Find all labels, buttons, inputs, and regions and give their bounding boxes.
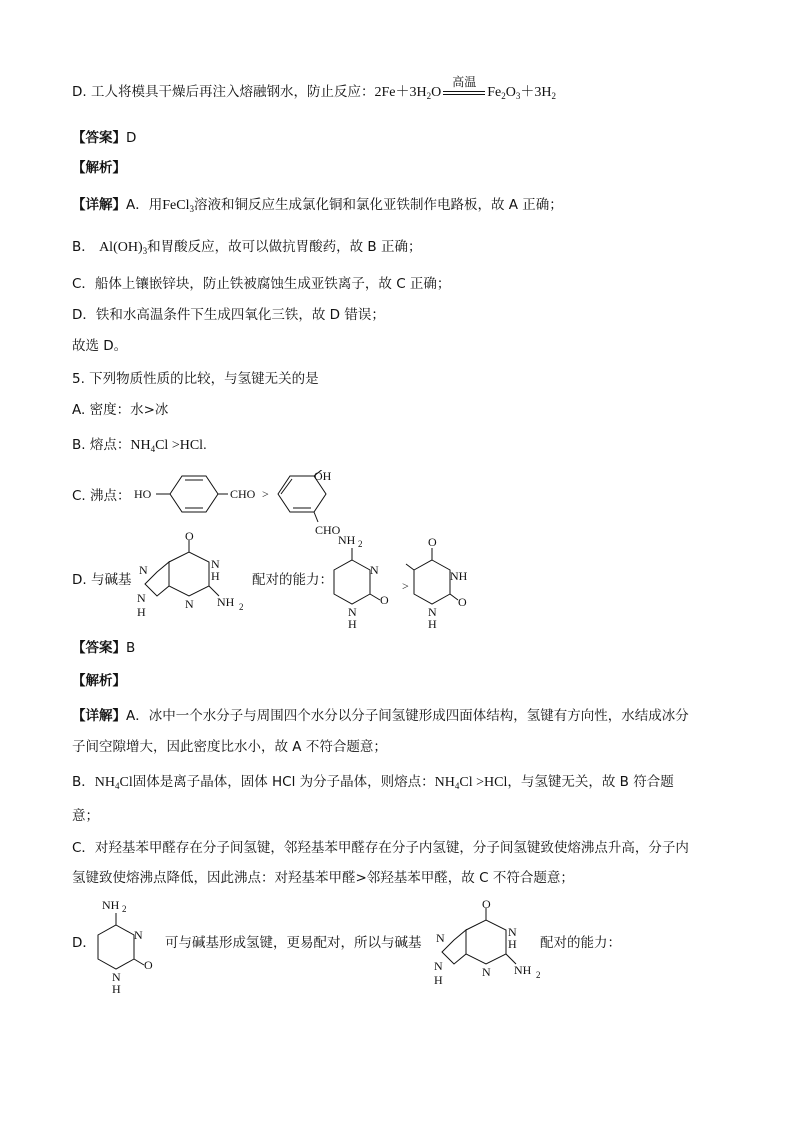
cho-label: CHO [230, 487, 256, 501]
q5-option-d-mid: 配对的能力： [252, 572, 333, 588]
svg-text:H: H [428, 617, 437, 628]
cho-label-ortho: CHO [315, 523, 341, 537]
q5-option-a: A. 密度：水>冰 [72, 402, 169, 418]
svg-text:NH: NH [514, 963, 532, 977]
svg-text:2: 2 [239, 602, 244, 612]
svg-text:H: H [348, 617, 357, 628]
svg-text:N: N [370, 563, 379, 577]
reaction-equation: $2Fe+3H_2O$ 高温 $Fe_2O_3+3H_2$ [374, 74, 556, 101]
svg-text:NH: NH [217, 595, 235, 609]
cytosine-structure-detail [94, 897, 164, 997]
svg-text:>: > [402, 579, 409, 593]
q5-detail-c-line2: 氢键致使熔沸点降低，因此沸点：对羟基苯甲醛>邻羟基苯甲醛，故 C 不符合题意； [72, 870, 574, 886]
svg-text:N: N [482, 965, 491, 979]
svg-text:N: N [348, 605, 357, 619]
q5-option-c-structures [130, 470, 370, 540]
svg-text:2: 2 [122, 904, 127, 914]
high-temp-arrow: 高温 [441, 86, 487, 100]
q5-option-c-label: C. 沸点： [72, 488, 131, 504]
svg-text:O: O [458, 595, 467, 609]
svg-text:N: N [134, 928, 143, 942]
svg-text:H: H [508, 937, 517, 951]
greater-than: > [262, 487, 269, 501]
oh-label: OH [314, 470, 332, 483]
q5-option-d-label: D. 与碱基 [72, 572, 132, 588]
q5-stem: 5. 下列物质性质的比较，与氢键无关的是 [72, 371, 319, 387]
q5-answer: 【答案】B [72, 640, 136, 656]
svg-text:2: 2 [358, 539, 363, 549]
svg-text:NH: NH [338, 533, 356, 547]
q4-detail-a: 【详解】A．用FeCl$_3$溶液和铜反应生成氯化铜和氯化亚铁制作电路板，故 A 正确； [72, 197, 563, 214]
svg-text:N: N [139, 563, 148, 577]
svg-text:2: 2 [536, 970, 541, 980]
q5-detail-a-line1: 【详解】A．冰中一个水分子与周围四个水分以分子间氢键形成四面体结构，氢键有方向性，水结成冰分 [72, 708, 689, 724]
svg-text:N: N [185, 597, 194, 611]
q5-detail-b-line2: 意； [72, 808, 99, 824]
q4-analysis-heading: 【解析】 [72, 160, 126, 176]
svg-text:O: O [144, 958, 153, 972]
q4-detail-c: C．船体上镶嵌锌块，防止铁被腐蚀生成亚铁离子，故 C 正确； [72, 276, 451, 292]
guanine-structure [133, 532, 253, 622]
q4-detail-b: B． $Al(OH)_3$和胃酸反应，故可以做抗胃酸药，故 B 正确； [72, 239, 422, 256]
svg-text:N: N [434, 959, 443, 973]
svg-text:N: N [211, 557, 220, 571]
q4-answer: 【答案】D [72, 130, 137, 146]
svg-text:N: N [112, 970, 121, 984]
svg-text:O: O [428, 535, 437, 549]
q5-detail-d-label: D． [72, 935, 96, 951]
svg-text:N: N [428, 605, 437, 619]
svg-text:N: N [137, 591, 146, 605]
cytosine-structure [330, 532, 470, 628]
svg-text:O: O [482, 900, 491, 911]
q5-analysis-heading: 【解析】 [72, 673, 126, 689]
svg-text:N: N [436, 931, 445, 945]
ho-label: HO [134, 487, 152, 501]
q5-detail-c-line1: C．对羟基苯甲醛存在分子间氢键，邻羟基苯甲醛存在分子内氢键，分子间氢键致使熔沸点升高，分子内 [72, 840, 689, 856]
q5-detail-a-line2: 子间空隙增大，因此密度比水小，故 A 不符合题意； [72, 739, 387, 755]
guanine-structure-detail [430, 900, 550, 990]
svg-text:N: N [508, 925, 517, 939]
q4-option-d: D. 工人将模具干燥后再注入熔融钢水，防止反应：$2Fe+3H_2O$ 高温 $Fe_2O_3+3H_2$ [72, 74, 556, 101]
svg-text:O: O [185, 532, 194, 543]
q5-detail-d-mid: 可与碱基形成氢键，更易配对，所以与碱基 [165, 935, 422, 951]
svg-text:O: O [380, 593, 389, 607]
q5-option-b: B. 熔点：$NH_4Cl >HCl$. [72, 437, 207, 454]
svg-text:H: H [434, 973, 443, 987]
svg-text:NH: NH [102, 898, 120, 912]
q5-detail-b-line1: B．$NH_4Cl$固体是离子晶体，固体 HCl 为分子晶体，则熔点：$NH_4Cl >HCl$，与氢键无关，故 B 符合题 [72, 774, 674, 791]
svg-text:H: H [112, 982, 121, 996]
q4-detail-d: D．铁和水高温条件下生成四氧化三铁，故 D 错误； [72, 307, 385, 323]
svg-text:NH: NH [450, 569, 468, 583]
q4-conclusion: 故选 D。 [72, 338, 128, 354]
svg-text:H: H [211, 569, 220, 583]
svg-text:H: H [137, 605, 146, 619]
q5-detail-d-post: 配对的能力： [540, 935, 621, 951]
benzene-ring-para [170, 476, 218, 512]
